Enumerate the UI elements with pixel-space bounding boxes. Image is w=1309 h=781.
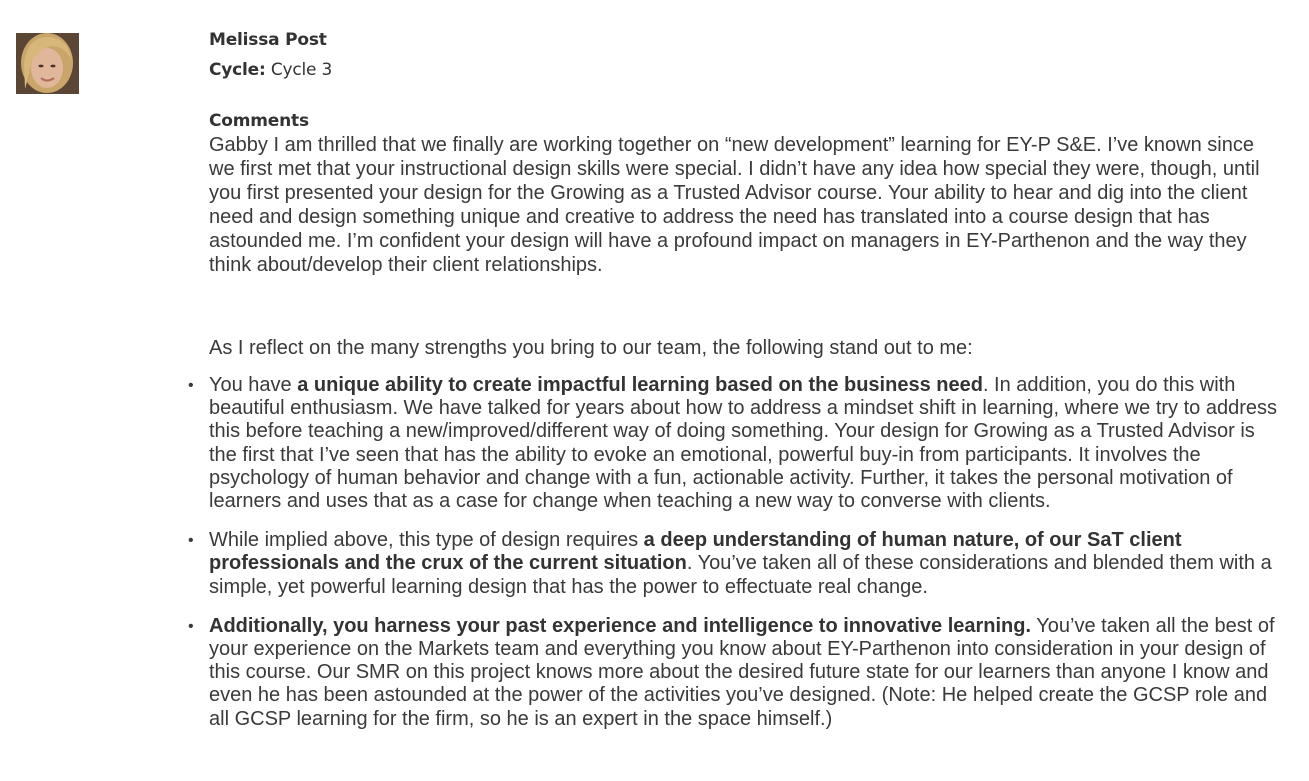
comments-intro: Gabby I am thrilled that we finally are working together on “new development” learning for EY-P S&E. I’ve known since we first met that your instructional design skills were special. I didn’t have any idea how special they were, though, until you first presented your design for the Growing as a Trusted Advisor course. Your ability to hear and dig into the client need and design something unique and creative to address the need has translated into a course design that has astounded me. I’m confident your design will have a profound impact on managers in EY-Parthenon and the way they think about/develop their client relationships. [209, 134, 1260, 276]
cycle-value: Cycle 3 [270, 60, 333, 80]
bullet-icon: • [188, 377, 194, 394]
list-item [188, 374, 1279, 513]
avatar [16, 33, 79, 94]
reviewer-name: Melissa Post [209, 30, 327, 50]
list-item [188, 529, 1279, 599]
cycle-row [209, 58, 1279, 82]
bullet-icon: • [188, 532, 194, 550]
comments-reflection: As I reflect on the many strengths you bring to our team, the following stand out to me: [209, 337, 973, 359]
strengths-list [188, 374, 1279, 731]
strength-highlight: Additionally, you harness your past experience and intelligence to innovative learning. [209, 614, 1032, 637]
review-entry [188, 28, 1279, 747]
strength-text: You have [209, 374, 298, 396]
strength-highlight: a unique ability to create impactful learning based on the business need [297, 374, 983, 396]
strength-text: While implied above, this type of design requires [209, 529, 644, 552]
cycle-label: Cycle: [209, 60, 266, 80]
strength-text: . You’ve taken all of these considerations and blended them with a simple, yet powerful learning design that has the power to effectuate real change. [209, 552, 1272, 598]
list-item [188, 614, 1279, 731]
reviewer-photo [16, 33, 79, 94]
strength-text: . In addition, you do this with beautiful enthusiasm. We have talked for years about how to address a mindset shift in learning, where we try to address this before teaching a new/improved/different way of doing something. Your design for Growing as a Trusted Advisor is the first that I’ve seen that has the ability to evoke an emotional, powerful buy-in from participants. It involves the psychology of human behavior and change with a fun, actionable activity. Further, it takes the personal motivation of learners and uses that as a case for change when teaching a new way to converse with clients. [209, 374, 1277, 513]
comments-heading: Comments [209, 111, 309, 131]
strength-text: You’ve taken all the best of your experience on the Markets team and everything you know about EY-Parthenon into consideration in your design of this course. Our SMR on this project knows more about the desired future state for our learners than anyone I know and even he has been astounded at the power of the activities you’ve designed. (Note: He helped create the GCSP role and all GCSP learning for the firm, so he is an expert in the space himself.) [209, 614, 1275, 730]
bullet-icon: • [188, 617, 194, 635]
strength-highlight: a deep understanding of human nature, of our SaT client professionals and the crux of the current situation [209, 529, 1182, 575]
